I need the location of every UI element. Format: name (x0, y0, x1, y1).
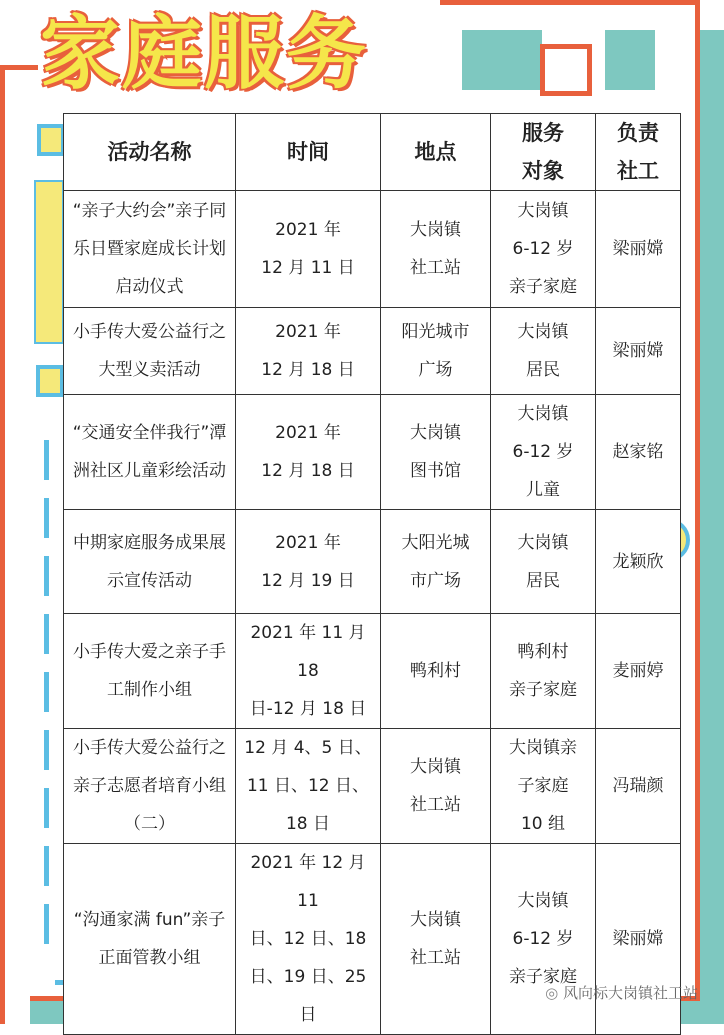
frame-left-orange (0, 65, 5, 1024)
cell-worker: 龙颖欣 (596, 510, 681, 614)
frame-yellow-square-mid (36, 365, 64, 397)
table-header-row (64, 114, 681, 191)
header-worker: 负责 社工 (596, 114, 681, 191)
table-row (64, 191, 681, 308)
header-activity-name: 活动名称 (64, 114, 236, 191)
cell-time: 2021 年 12 月 11 日 (236, 191, 381, 308)
frame-top-orange-right (440, 0, 700, 5)
header-target: 服务 对象 (491, 114, 596, 191)
cell-place: 大岗镇 社工站 (381, 729, 491, 844)
cell-activity-name: “沟通家满 fun”亲子正面管教小组 (64, 844, 236, 1035)
cell-worker: 梁丽嫦 (596, 844, 681, 1035)
table-row (64, 729, 681, 844)
cell-worker: 冯瑞颜 (596, 729, 681, 844)
frame-yellow-square-top (37, 124, 65, 156)
cell-place: 大岗镇 社工站 (381, 191, 491, 308)
cell-time: 2021 年 12 月 18 日 (236, 308, 381, 395)
cell-time: 2021 年 12 月 18 日 (236, 395, 381, 510)
cell-time: 2021 年 12 月 11 日、12 日、18 日、19 日、25 日 (236, 844, 381, 1035)
cell-activity-name: 小手传大爱公益行之大型义卖活动 (64, 308, 236, 395)
cell-activity-name: “亲子大约会”亲子同乐日暨家庭成长计划启动仪式 (64, 191, 236, 308)
watermark-text: 风向标大岗镇社工站 (562, 984, 698, 1002)
cell-place: 阳光城市 广场 (381, 308, 491, 395)
cell-activity-name: 小手传大爱公益行之亲子志愿者培育小组（二） (64, 729, 236, 844)
frame-teal-small (605, 30, 655, 90)
wechat-icon: ◎ (545, 984, 563, 1002)
cell-target: 大岗镇 6-12 岁 亲子家庭 (491, 191, 596, 308)
table-row (64, 844, 681, 1035)
cell-activity-name: “交通安全伴我行”潭洲社区儿童彩绘活动 (64, 395, 236, 510)
table-row (64, 614, 681, 729)
frame-top-orange-left (0, 65, 38, 70)
watermark (545, 982, 698, 1003)
cell-target: 鸭利村 亲子家庭 (491, 614, 596, 729)
cell-target: 大岗镇亲 子家庭 10 组 (491, 729, 596, 844)
frame-blue-left-dashes (44, 440, 49, 960)
cell-worker: 麦丽婷 (596, 614, 681, 729)
cell-time: 12 月 4、5 日、 11 日、12 日、 18 日 (236, 729, 381, 844)
cell-worker: 赵家铭 (596, 395, 681, 510)
cell-target: 大岗镇 居民 (491, 308, 596, 395)
frame-yellow-bar-left (34, 180, 64, 344)
cell-worker: 梁丽嫦 (596, 191, 681, 308)
cell-activity-name: 中期家庭服务成果展示宣传活动 (64, 510, 236, 614)
frame-orange-square (540, 44, 592, 96)
page-title: 家庭服务 (40, 7, 368, 100)
header-time: 时间 (236, 114, 381, 191)
header-place: 地点 (381, 114, 491, 191)
frame-teal-square (462, 30, 542, 90)
cell-activity-name: 小手传大爱之亲子手工制作小组 (64, 614, 236, 729)
service-table (63, 113, 681, 1035)
cell-target: 大岗镇 居民 (491, 510, 596, 614)
cell-time: 2021 年 11 月 18 日-12 月 18 日 (236, 614, 381, 729)
cell-place: 大岗镇 图书馆 (381, 395, 491, 510)
table-row (64, 308, 681, 395)
cell-place: 鸭利村 (381, 614, 491, 729)
frame-teal-block-right (700, 30, 724, 1024)
cell-target: 大岗镇 6-12 岁 亲子家庭 (491, 844, 596, 1035)
cell-worker: 梁丽嫦 (596, 308, 681, 395)
table-row (64, 510, 681, 614)
cell-time: 2021 年 12 月 19 日 (236, 510, 381, 614)
table-row (64, 395, 681, 510)
cell-place: 大阳光城 市广场 (381, 510, 491, 614)
cell-place: 大岗镇 社工站 (381, 844, 491, 1035)
cell-target: 大岗镇 6-12 岁 儿童 (491, 395, 596, 510)
